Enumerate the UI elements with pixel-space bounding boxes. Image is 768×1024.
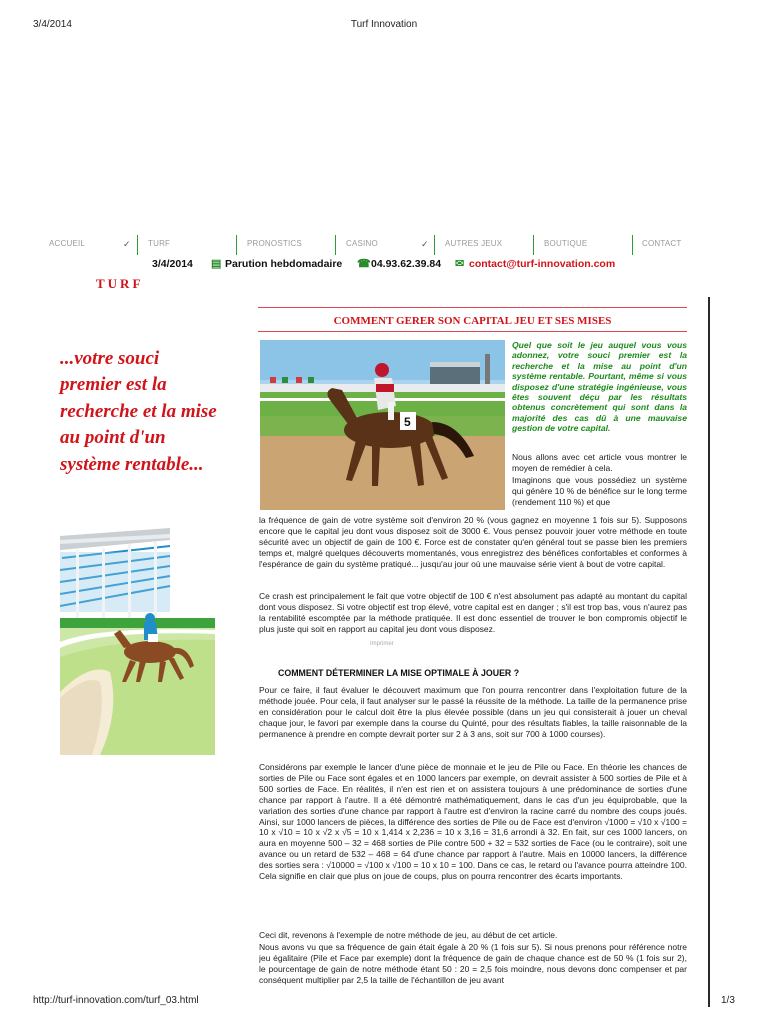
paragraph: Considérons par exemple le lancer d'une pièce de monnaie et le jeu de Pile ou Face. En théorie les chances de sorties de Pile ou Face sont égales et en 1000 lancers par exemple, on devrait assister à 500 sorties de Pile et à 500 sorties de Face. En réalités, il n'en est rien et on assistera toujours à une prédominance de sorties d'une chance par rapport à l'autre. Il a été démontré mathématiquement, dans le cas d'un jeu équiprobable, que la variation des sorties d'une chance par rapport à l'autre est d'environ la racine carré du nombre des coups joués. Ainsi, sur 1000 lancers de pièces, la différence des sorties de Pile ou de Face est d'environ √1000 = √10 x √100 = 10 x √10 = 10 x √2 x √5 = 10 x 1,414 x 2,236 = 10 x 3,16 = 31,6 arrondi à 32. En fait, sur ces 1000 lancers, on aura en moyenne 500 – 32 = 468 sorties de Pile contre 500 + 32 = 532 sorties de Face (ou le contraire), soit une avance ou un retard de 532 – 468 = 64 d'une chance par rapport à l'autre. Mais en 10000 lancers, la différence des sorties sera : √10000 = √100 x √100 = 10 x 10 = 100. Dans ce cas, le retard ou l'avance pourra atteindre 100. Cela signifie en clair que plus on joue de coups, plus on pourra rencontrer des écarts importants.: [259, 762, 687, 882]
column-divider: [708, 297, 710, 1007]
nav-separator: [632, 235, 633, 255]
paragraph: Pour ce faire, il faut évaluer le découvert maximum que l'on pourra rencontrer dans l'exploitation future de la méthode jouée. Pour cela, il faut analyser sur le passé la réussite de la méthode. La taille de la permanence prise en considération pour le calcul doit être la plus élevée possible (dans un jeu qui consisterait à jouer un cheval chaque jour, le favori par exemple dans la course du Quinté, pour des résultats fiables, la taille raisonnable de la permanence à prendre en compte devrait porter sur 2 à 3 ans, soit sur 700 à 1000 courses).: [259, 685, 687, 739]
info-date: 3/4/2014: [152, 258, 193, 270]
nav-item-pronostics[interactable]: PRONOSTICS: [247, 239, 302, 248]
paragraph: Ceci dit, revenons à l'exemple de notre méthode de jeu, au début de cet article.: [259, 930, 558, 940]
nav-item-accueil[interactable]: ACCUEIL: [49, 239, 86, 248]
nav-separator: [335, 235, 336, 255]
nav-item-casino[interactable]: CASINO: [346, 239, 378, 248]
print-page-number: 1/3: [721, 995, 735, 1006]
nav-separator: [236, 235, 237, 255]
chevron-down-icon[interactable]: ✓: [421, 239, 429, 249]
main-nav: [40, 239, 726, 257]
info-phone: 04.93.62.39.84: [371, 258, 442, 270]
nav-item-autres-jeux[interactable]: AUTRES JEUX: [445, 239, 503, 248]
paragraph: Nous avons vu que sa fréquence de gain était égale à 20 % (1 fois sur 5). Si nous prenons pour référence notre jeu égalitaire (Pile et Face par exemple) dont la fréquence de gain de chaque chance est de 50 % (1 fois sur 2), le pourcentage de gain de notre méthode étant 50 : 20 = 2,5 fois moindre, nous devons donc compenser et par conséquent multiplier par 2,5 la taille de l'échantillon de jeu avant: [259, 942, 687, 985]
chevron-down-icon[interactable]: ✓: [123, 239, 131, 249]
print-link[interactable]: Imprimer: [370, 641, 394, 647]
article-intro: Quel que soit le jeu auquel vous vous adonnez, votre souci premier est la recherche et la mise au point d'un système rentable. Pourtant, même si vous disposez d'une stratégie ingénieuse, vous êtes souvent déçu par les résultats obtenus concrètement qui sont dans la majorité des cas dû à une mauvaise gestion de votre capital.: [512, 340, 687, 434]
info-bar: [0, 257, 768, 273]
print-url: http://turf-innovation.com/turf_03.html: [33, 995, 199, 1006]
nav-item-boutique[interactable]: BOUTIQUE: [544, 239, 588, 248]
race-horse-photo: [260, 340, 505, 510]
envelope-icon: ✉: [455, 258, 465, 270]
info-email-link[interactable]: contact@turf-innovation.com: [469, 258, 616, 270]
nav-separator: [137, 235, 138, 255]
phone-icon: ☎: [357, 258, 371, 270]
paragraph: Nous allons avec cet article vous montrer le moyen de remédier à cela.: [512, 452, 687, 473]
section-title: TURF: [96, 276, 144, 291]
divider: [258, 307, 687, 308]
grandstand-illustration: [60, 522, 215, 755]
paragraph: Ce crash est principalement le fait que votre objectif de 100 € n'est absolument pas adapté au montant du capital dont vous disposez. Si votre objectif est trop élevé, votre capital est en danger ; s'il est trop bas, vous n'aurez pas la rentabilité escomptée par la méthode pratiquée. Il est donc essentiel de trouver le bon compromis objectif le plus juste qui soit en rapport au capital jeu dont vous disposez.: [259, 591, 687, 634]
sidebar-quote: ...votre souci premier est la recherche et la mise au point d'un système rentable...: [60, 348, 217, 475]
paragraph: Imaginons que vous possédiez un système qui génère 10 % de bénéfice sur le long terme (rendement 110 %) et que: [512, 475, 687, 507]
section-subtitle: COMMENT DÉTERMINER LA MISE OPTIMALE À JOUER ?: [278, 668, 520, 678]
svg-text:5: 5: [404, 415, 411, 429]
nav-separator: [434, 235, 435, 255]
newspaper-icon: ▤: [211, 258, 222, 270]
paragraph: la fréquence de gain de votre système soit d'environ 20 % (vous gagnez en moyenne 1 fois sur 5). Supposons encore que le capital jeu dont vous disposez soit de 3000 €. Vous pensez pouvoir jouer votre méthode en toute sécurité avec un objectif de gain de 100 €. Force est de constater qu'en général tout se passe bien les premiers temps et, malgré quelques découverts momentanés, vous enregistrez des bénéfices confortables et conformes à l'espérance de gain du système pratiqué... jusqu'au jour où une mauvaise série vient à bout de votre capital.: [259, 515, 687, 569]
nav-item-turf[interactable]: TURF: [148, 239, 171, 248]
print-title: Turf Innovation: [350, 19, 418, 30]
article-title: COMMENT GERER SON CAPITAL JEU ET SES MISES: [333, 315, 612, 327]
nav-item-contact[interactable]: CONTACT: [642, 239, 682, 248]
info-publication: Parution hebdomadaire: [225, 258, 343, 270]
print-date: 3/4/2014: [33, 19, 72, 30]
nav-separator: [533, 235, 534, 255]
divider: [258, 331, 687, 332]
